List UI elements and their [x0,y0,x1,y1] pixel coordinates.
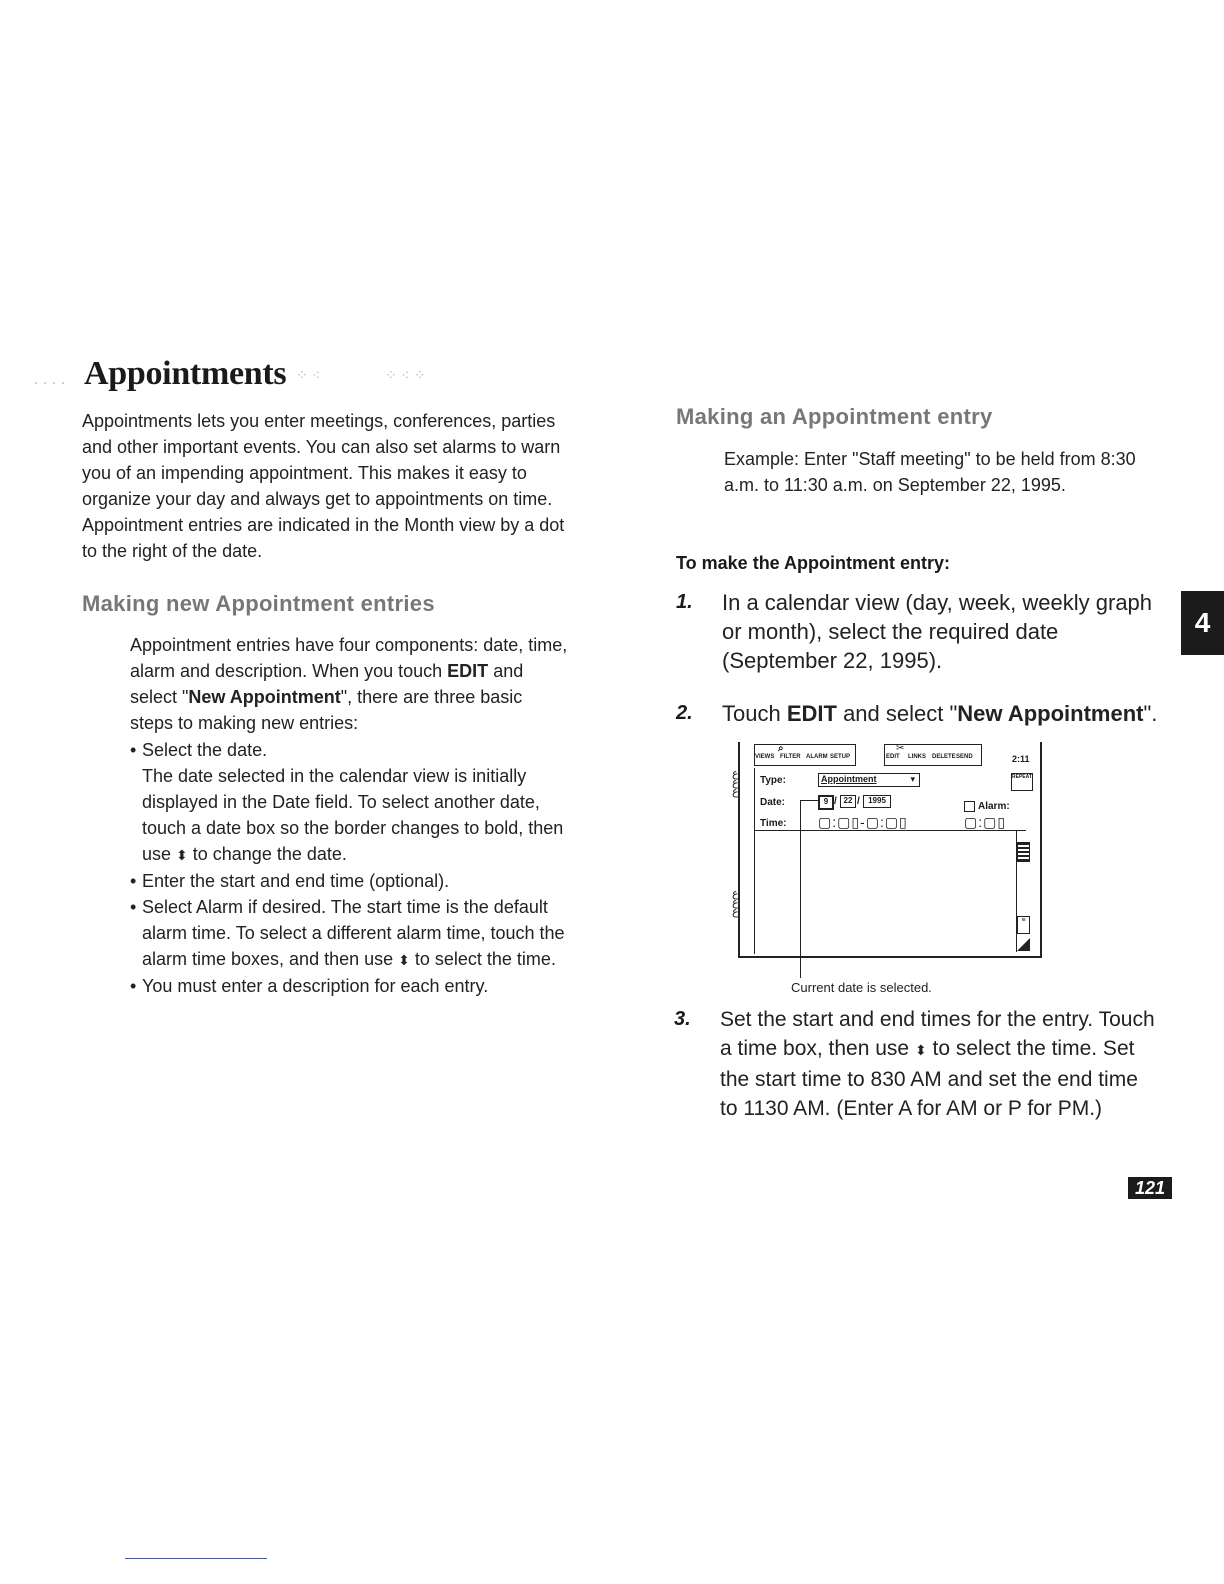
binding-rings-icon: ع ع ع [732,768,739,798]
list-item: • Enter the start and end time (optional). [130,868,570,894]
tool-filter[interactable]: FILTER [780,754,801,760]
date-day-box[interactable]: 22 [840,795,856,808]
keyboard-icon[interactable]: ≡ [1017,916,1030,934]
alarm-time-boxes[interactable]: ▢:▢▯ [964,814,1007,830]
right-heading: Making an Appointment entry [676,404,993,429]
up-down-arrow-icon: ⬍ [914,1042,927,1058]
date-label: Date: [760,797,786,808]
list-item: • You must enter a description for each entry. [130,973,570,999]
intro-paragraph: Appointments lets you enter meetings, conferences, parties and other important events. You can also set alarms to warn you of an impending appointment. This makes it easy to organize your day and always get to appointments on time. Appointment entries are indicated in the Month view by a dot to the right of the date. [82,411,565,561]
list-item: • Select Alarm if desired. The start time is the default alarm time. To select a different alarm time, touch the alarm time boxes, and then use ⬍ to select the time. [130,894,570,973]
footer-rule [125,1558,267,1559]
scissors-icon: ✂ [896,743,905,754]
device-screenshot [732,742,1042,960]
chevron-down-icon: ▾ [910,774,915,784]
time-start-end-boxes[interactable]: ▢:▢▯-▢:▢▯ [818,814,908,830]
callout-line [800,800,818,801]
step-2-text: Touch EDIT and select "New Appointment". [722,701,1158,726]
tool-links[interactable]: LINKS [908,754,926,760]
step-number: 1. [676,591,693,613]
title-speck: ⁘ ⁖ ⁘ [385,368,426,384]
steps-list [130,737,570,999]
clock-readout: 2:11 [1012,754,1030,764]
alarm-checkbox[interactable] [964,801,975,812]
page-number: 121 [1128,1177,1172,1199]
tool-edit[interactable]: EDIT [886,754,900,760]
tool-alarm[interactable]: ALARM [806,754,828,760]
time-label: Time: [760,818,787,829]
search-icon: ⌕ [778,743,784,754]
screen-divider [754,768,755,954]
tool-delete[interactable]: DELETE [932,754,956,760]
repeat-button[interactable]: REPEAT [1011,773,1033,791]
chapter-tab: 4 [1181,591,1224,655]
section-heading: Making new Appointment entries [82,591,435,616]
section-intro: Appointment entries have four components: date, time, alarm and description. When you touch EDIT and select "New Appointment", there are three basic steps to making new entries: [130,635,568,733]
date-year-box[interactable]: 1995 [863,795,891,808]
type-label: Type: [760,775,786,786]
date-separator: / [857,796,860,807]
binding-rings-icon: ع ع ع [732,888,739,918]
step-number: 2. [676,702,693,724]
up-down-arrow-icon: ⬍ [176,847,188,863]
screen-caption: Current date is selected. [791,980,932,995]
title-dots: . . . . [34,372,66,388]
example-block: Example: Enter "Staff meeting" to be held from 8:30 a.m. to 11:30 a.m. on September 22, 1995. [724,449,1136,495]
step-3-text: Set the start and end times for the entry. Touch a time box, then use ⬍ to select the time. Set the start time to 830 AM and set the end time to 1130 AM. (Enter A for AM or P for PM.) [720,1008,1155,1120]
screen-toolbar [754,743,1030,766]
date-month-box[interactable]: 9 [818,795,834,810]
date-separator: / [834,796,837,807]
up-down-arrow-icon: ⬍ [398,952,410,968]
page-title: Appointments [84,355,287,392]
type-select[interactable]: Appointment ▾ [818,773,920,787]
step-number: 3. [674,1008,691,1030]
callout-line [800,800,801,978]
alarm-label: Alarm: [978,801,1010,812]
title-speck: ⁘ ⁖ [296,368,321,384]
tool-views[interactable]: VIEWS [755,754,775,760]
procedure-subhead: To make the Appointment entry: [676,553,951,573]
form-divider [754,830,1026,831]
scroll-up-icon[interactable] [1017,842,1030,862]
tool-setup[interactable]: SETUP [830,754,851,760]
step-1-text: In a calendar view (day, week, weekly graph or month), select the required date (September 22, 1995). [722,590,1153,673]
corner-fold-icon [1017,938,1030,951]
list-item: • Select the date. The date selected in the calendar view is initially displayed in the Date field. To select another date, touch a date box so the border changes to bold, then use ⬍ to change the date. [130,737,570,868]
tool-send[interactable]: SEND [956,754,973,760]
